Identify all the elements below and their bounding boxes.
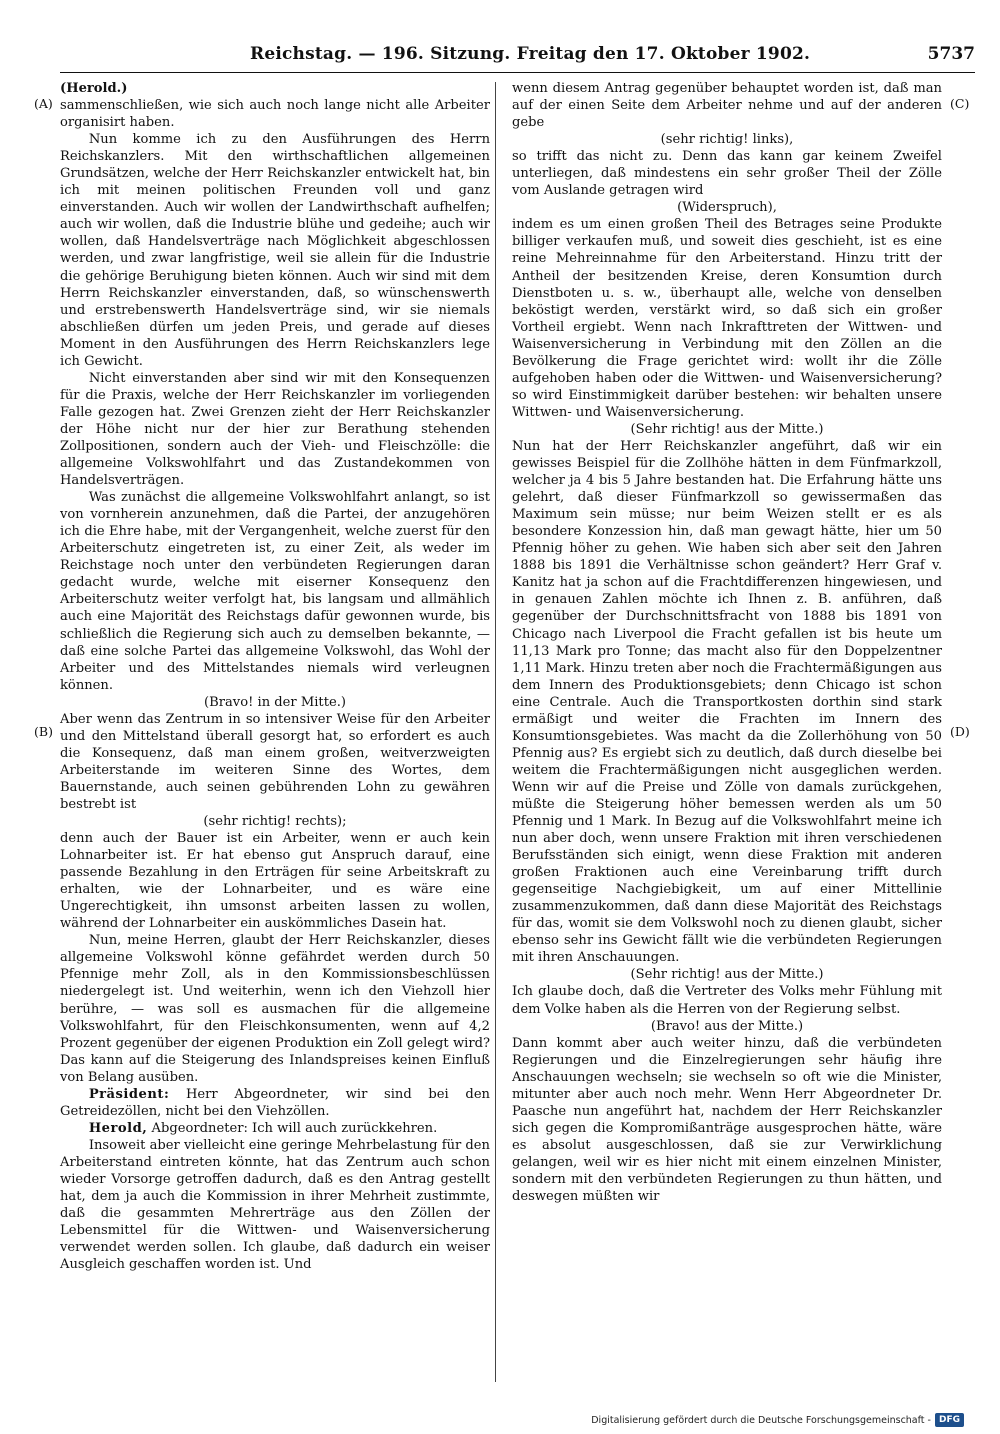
interjection: (sehr richtig! links), (660, 132, 794, 148)
speaker-name: Präsident: (88, 1086, 170, 1102)
interjection: (Bravo! aus der Mitte.) (650, 1018, 804, 1034)
dfg-logo: DFG (935, 1413, 964, 1427)
paragraph: indem es um einen großen Theil des Betrages seine Produkte billiger verkaufen muß, und soweit dies geschieht, ist es eine reine Mehreinnahme für den Arbeiterstand. Hinzu tritt der Antheil der besitzenden Kreise, deren Konsumtion durch Dienstboten u. s. w., überhaupt alle, welche von denselben beköstigt werden, verstärkt wird, so daß sich ein großer Vortheil ergiebt. Wenn nach Inkrafttreten der Wittwen- und Waisenversicherung in Verbindung mit den Zöllen an die Bevölkerung die Frage gerichtet wird: wollt ihr die Zölle aufgehoben haben oder die Wittwen- und Waisenversicherung? so wird Einstimmigkeit darüber bestehen: wir behalten unsere Wittwen- und Waisenversicherung. (512, 217, 942, 420)
left-column (60, 80, 490, 1273)
column-divider (495, 82, 496, 1382)
paragraph: Aber wenn das Zentrum in so intensiver Weise für den Arbeiter und den Mittelstand überall gesorgt hat, so erfordert es auch die Konsequenz, daß man einem großen, weitverzweigten Arbeiterstande im weiteren Sinne des Wortes, dem Bauernstande, auch seinen gebührenden Lohn zu gewähren bestrebt ist (60, 711, 490, 812)
paragraph: Nun, meine Herren, glaubt der Herr Reichskanzler, dieses allgemeine Volkswohl könne gefährdet werden durch 50 Pfennige mehr Zoll, als in den Kommissionsbeschlüssen niedergelegt ist. Und weiterhin, wenn ich den Viehzoll hier berühre, — was soll es ausmachen für die allgemeine Volkswohlfahrt, für den Fleischkonsumenten, wenn auf 4,2 Prozent gegenüber der eigenen Produktion ein Zoll gelegt wird? Das kann auf die Steigerung des Inlandspreises keinen Einfluß von Belang ausüben. (60, 933, 490, 1085)
margin-marker-c: (C) (950, 96, 970, 111)
credit-text: Digitalisierung gefördert durch die Deutsche Forschungsgemeinschaft - (591, 1414, 931, 1426)
paragraph: Nun komme ich zu den Ausführungen des Herrn Reichskanzlers. Mit den wirthschaftlichen allgemeinen Grundsätzen, welche der Herr Reichskanzler entwickelt hat, bin ich mit meinen politischen Freunden voll und ganz einverstanden. Auch wir wollen der Landwirthschaft aufhelfen; auch wir wollen, daß die Industrie blühe und gedeihe; auch wir wollen, daß Handelsverträge nach Möglichkeit abgeschlossen werden, und zwar langfristige, weil sie allein für die Industrie die gehörige Beruhigung bieten können. Auch wir sind mit dem Herrn Reichskanzler einverstanden, daß, so wünschenswerth und erstrebenswerth Handelsverträge sind, wir sie niemals abschließen dürfen um jeden Preis, und gerade auf dieses Moment in den Ausführungen des Herrn Reichskanzlers lege ich Gewicht. (60, 132, 490, 369)
margin-marker-d: (D) (950, 724, 970, 739)
page-header (60, 44, 975, 73)
interjection: (Sehr richtig! aus der Mitte.) (630, 967, 824, 983)
paragraph: Insoweit aber vielleicht eine geringe Mehrbelastung für den Arbeiterstand eintreten könnte, hat das Zentrum auch schon wieder Vorsorge getroffen dadurch, daß es den Antrag gestellt hat, dem ja auch die Kommission in ihrer Mehrheit zustimmte, daß die gesammten Mehrerträge aus den Zöllen der Lebensmittel für die Wittwen- und Waisenversicherung verwendet werden sollen. Ich glaube, daß dadurch ein weiser Ausgleich geschaffen worden ist. Und (60, 1137, 490, 1273)
margin-marker-a: (A) (34, 96, 53, 111)
page-number: 5737 (927, 44, 975, 64)
right-column (512, 80, 942, 1205)
paragraph: Ich glaube doch, daß die Vertreter des Volks mehr Fühlung mit dem Volke haben als die Herren von der Regierung selbst. (512, 984, 942, 1017)
speaker-turn-herold (60, 1120, 490, 1137)
interjection: (Bravo! in der Mitte.) (204, 694, 346, 710)
speaker-text: Herr Abgeordneter, wir sind bei den Getreidezöllen, nicht bei den Viehzöllen. (60, 1086, 490, 1119)
digitization-credit (591, 1411, 964, 1429)
speaker-name: Herold, (88, 1120, 148, 1136)
page-title: Reichstag. — 196. Sitzung. Freitag den 17. Oktober 1902. (250, 44, 811, 64)
speaker-turn-president (60, 1086, 490, 1120)
paragraph: Dann kommt aber auch weiter hinzu, daß die verbündeten Regierungen und die Einzelregierungen sehr häufig ihre Anschauungen wechseln; sie wechseln so oft wie die Minister, mitunter aber auch noch mehr. Wenn Herr Abgeordneter Dr. Paasche nun angeführt hat, nachdem der Herr Reichskanzler sich gegen die Kompromißanträge ausgesprochen hätte, wäre es absolut ausgeschlossen, daß sie zur Verwirklichung gelangen, weil wir es hier nicht mit einem einzelnen Minister, sondern mit den verbündeten Regierungen zu thun hätten, und deswegen müßten wir (512, 1035, 942, 1205)
paragraph: so trifft das nicht zu. Denn das kann gar keinem Zweifel unterliegen, daß mindestens ein sehr großer Theil der Zölle vom Auslande getragen wird (512, 149, 942, 199)
paragraph: denn auch der Bauer ist ein Arbeiter, wenn er auch kein Lohnarbeiter ist. Er hat ebenso gut Anspruch darauf, eine passende Bezahlung in den Erträgen für seine Arbeitskraft zu erhalten, wie der Lohnarbeiter, und es wäre eine Ungerechtigkeit, ihn umsonst arbeiten lassen zu wollen, während der Lohnarbeiter ein auskömmliches Dasein hat. (60, 831, 490, 932)
margin-marker-b: (B) (34, 724, 53, 739)
paragraph: Nicht einverstanden aber sind wir mit den Konsequenzen für die Praxis, welche der Herr Reichskanzler im vorliegenden Falle gezogen hat. Zwei Grenzen zieht der Herr Reichskanzler der Höhe nicht nur der hier zur Berathung stehenden Zollpositionen, sondern auch der Vieh- und Fleischzölle: die allgemeine Volkswohlfahrt und das Zustandekommen von Handelsverträgen. (60, 370, 490, 489)
interjection: (Widerspruch), (677, 200, 777, 216)
paragraph: wenn diesem Antrag gegenüber behauptet worden ist, daß man auf der einen Seite dem Arbeiter nehme und auf der anderen gebe (512, 81, 942, 131)
speaker-text: Abgeordneter: Ich will auch zurückkehren. (151, 1120, 438, 1136)
interjection: (Sehr richtig! aus der Mitte.) (630, 421, 824, 437)
paragraph: Nun hat der Herr Reichskanzler angeführt, daß wir ein gewisses Beispiel für die Zollhöhe hätten in dem Fünfmarkzoll, welcher ja 4 bis 5 Jahre bestanden hat. Die Erfahrung hätte uns gelehrt, daß dieser Fünfmarkzoll so gewissermaßen das Maximum sein müsse; nur beim Weizen stellt er es als besondere Konzession hin, daß man gewagt hätte, hier um 50 Pfennig höher zu gehen. Wie haben sich aber seit den Jahren 1888 bis 1891 die Verhältnisse schon geändert? Herr Graf v. Kanitz hat ja schon auf die Frachtdifferenzen hingewiesen, und in genauen Zahlen möchte ich Ihnen z. B. anführen, daß gegenüber der Durchschnittsfracht von 1888 bis 1891 von Chicago nach Liverpool die Fracht gefallen ist bis heute um 11,13 Mark pro Tonne; das macht also für den Doppelzentner 1,11 Mark. Hinzu treten aber noch die Frachtermäßigungen aus dem Innern des Produktionsgebiets; denn Chicago ist schon eine Centrale. Auch die Transportkosten dorthin sind stark ermäßigt und weiter die Frachten im Innern des Konsumtionsgebietes. Was macht da die Zollerhöhung von 50 Pfennig aus? Es ergiebt sich zu deutlich, daß durch dieselbe bei weitem die Frachtermäßigungen nicht ausgeglichen werden. Wenn wir auf die Preise und Zölle von damals zurückgehen, müßte die Steigerung höher bemessen werden als um 50 Pfennig und 1 Mark. In Bezug auf die Volkswohlfahrt meine ich nun aber doch, wenn unsere Fraktion mit ihren verschiedenen Berufsständen sich einigt, wenn diese Fraktion mit anderen großen Fraktionen auch eine Vereinbarung trifft durch gegenseitige Nachgiebigkeit, um auf einer Mittellinie zusammenzukommen, daß dann diese Majorität des Reichstags für das, womit sie dem Volkswohl noch zu dienen glaubt, sicher ebenso sehr ins Gewicht fällt wie die verbündeten Regierungen mit ihren Anschauungen. (512, 438, 942, 966)
paragraph: sammenschließen, wie sich auch noch lange nicht alle Arbeiter organisirt haben. (60, 98, 490, 131)
speaker-continuation-head: (Herold.) (60, 81, 128, 96)
interjection: (sehr richtig! rechts); (203, 814, 347, 830)
paragraph: Was zunächst die allgemeine Volkswohlfahrt anlangt, so ist von vornherein anzunehmen, daß die Partei, der anzugehören ich die Ehre habe, mit der Vergangenheit, welche zuerst für den Arbeiterschutz eingetreten ist, zu einer Zeit, als weder im Reichstage noch unter den verbündeten Regierungen daran gedacht wurde, welche mit eiserner Konsequenz den Arbeiterschutz weiter verfolgt hat, bis langsam und allmählich auch eine Majorität des Reichstags dafür gewonnen wurde, bis schließlich die Regierung sich auch zu demselben bekannte, — daß eine solche Partei das allgemeine Volkswohl, das Wohl der Arbeiter und des Mittelstandes niemals wird verleugnen können. (60, 490, 490, 693)
